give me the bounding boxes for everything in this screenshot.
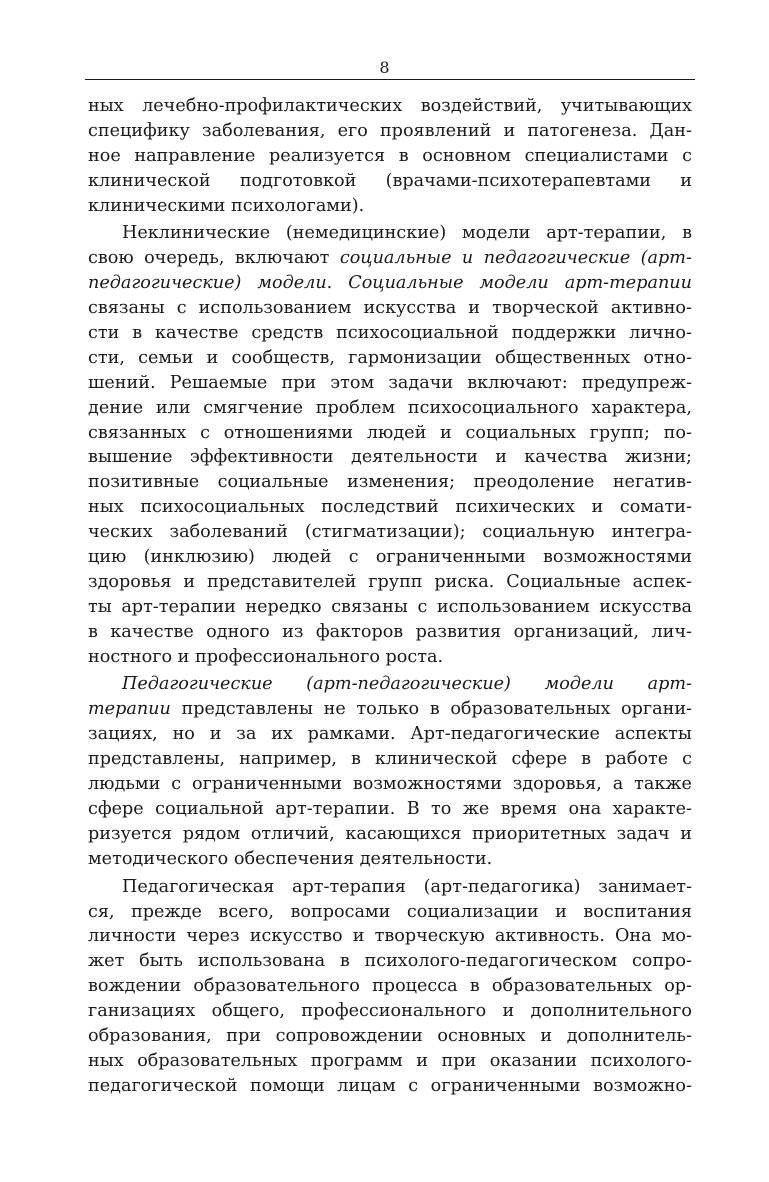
word: использована — [197, 951, 326, 972]
word: клинической — [88, 170, 211, 191]
word: специалистами — [524, 145, 669, 166]
word: через — [186, 926, 240, 947]
word: образовательного — [193, 976, 360, 997]
word: одного — [206, 621, 270, 642]
text-line — [88, 421, 692, 446]
text-line — [88, 595, 692, 620]
word: включают — [234, 248, 330, 269]
word: с — [171, 774, 182, 795]
word: сопро- — [631, 951, 692, 972]
text-line — [88, 520, 692, 545]
word: возможностями — [542, 547, 692, 568]
word: с — [200, 422, 210, 443]
word: лич- — [651, 621, 692, 642]
word: проблем — [315, 397, 396, 418]
word: а — [612, 774, 624, 795]
word: лечебно-профилактических — [142, 96, 403, 116]
text-line — [88, 974, 692, 999]
word: средств — [251, 323, 324, 344]
word: и — [177, 646, 190, 667]
word: органи- — [621, 699, 692, 720]
word: Арт-педагогические — [410, 724, 600, 745]
word: в — [350, 749, 361, 770]
word: включают: — [467, 372, 568, 393]
word: образовательных — [491, 976, 652, 997]
text-line — [88, 545, 692, 570]
word: его — [337, 120, 368, 141]
text-line — [88, 999, 692, 1024]
word: изменения; — [346, 472, 456, 493]
word: психосоциальных — [140, 497, 305, 518]
word: и — [555, 901, 567, 922]
text-line — [88, 747, 692, 772]
word: цию — [88, 547, 127, 568]
word: поддержки — [511, 323, 617, 344]
word: активно- — [610, 298, 692, 319]
word: и — [468, 298, 481, 319]
word: основном — [422, 145, 511, 166]
word: связаны — [331, 596, 408, 617]
text-line — [88, 94, 692, 119]
word: рядом — [182, 823, 241, 844]
word: ор- — [664, 976, 692, 997]
word: с — [682, 145, 692, 166]
word: психолого- — [590, 1050, 692, 1071]
word: Социальные — [506, 571, 621, 592]
word: при — [281, 372, 317, 393]
text-line — [88, 949, 692, 974]
word: с — [417, 596, 428, 617]
word: заболевания, — [202, 120, 326, 141]
text-line — [88, 1049, 692, 1074]
word: их — [271, 724, 293, 745]
word: образовательных — [450, 699, 611, 720]
word: возможностями — [352, 774, 502, 795]
word: нередко — [245, 596, 322, 617]
word: ганизациях — [88, 1001, 196, 1022]
word: жет — [88, 951, 125, 972]
word: педагогической — [88, 1075, 238, 1096]
text-line — [88, 346, 692, 371]
word: сфере — [88, 798, 144, 819]
word: не — [323, 699, 346, 720]
word: творческой — [492, 298, 599, 319]
word: патогенеза. — [527, 120, 638, 141]
word: арт-терапия — [292, 876, 406, 897]
word: она — [568, 798, 602, 819]
word: (инклюзию) — [143, 547, 255, 568]
text-line — [88, 221, 692, 246]
word: педагогические — [483, 248, 631, 269]
word: при — [226, 1025, 262, 1046]
word: но — [172, 724, 195, 745]
text-line — [88, 620, 692, 645]
text-line — [88, 169, 692, 194]
word: искусство — [249, 926, 343, 947]
word: социальные — [217, 472, 329, 493]
word: клинической — [374, 749, 498, 770]
word: воздействий, — [420, 96, 543, 116]
word: Неклинические — [122, 223, 271, 244]
word: с — [176, 298, 187, 319]
word: (врачами-психотерапевтами — [385, 170, 651, 191]
word: организаций, — [513, 621, 640, 642]
text-line — [88, 1074, 692, 1099]
text-line — [88, 697, 692, 722]
text-line — [88, 246, 692, 271]
word: общего, — [211, 1001, 285, 1022]
word: использованием — [198, 298, 352, 319]
word: представлены, — [88, 749, 226, 770]
word: людей — [272, 547, 332, 568]
word: отно- — [643, 347, 692, 368]
word: сти, — [88, 347, 125, 368]
word: и — [502, 1001, 515, 1022]
word: сфере — [511, 749, 568, 770]
word: прежде — [131, 901, 202, 922]
word: социализации — [406, 901, 539, 922]
word: ты — [88, 596, 112, 617]
word: вождении — [88, 976, 182, 997]
word: и — [440, 422, 452, 443]
word: качестве — [155, 323, 239, 344]
text-line — [88, 822, 692, 847]
word: арт-терапии — [121, 596, 236, 617]
word: проявлений — [379, 120, 492, 141]
word: модели — [461, 223, 531, 244]
word: образовательных — [137, 1050, 298, 1071]
word: и — [183, 571, 196, 592]
word: в — [339, 951, 350, 972]
word: творческую — [374, 926, 485, 947]
text-line — [88, 194, 692, 219]
word: и — [591, 497, 604, 518]
word: Педагогические — [122, 674, 273, 695]
word: программ — [310, 1050, 403, 1071]
word: дополнитель- — [566, 1025, 692, 1046]
word: и — [503, 120, 516, 141]
word: и — [416, 1050, 428, 1071]
text-line — [88, 371, 692, 396]
word: представителей — [206, 571, 357, 592]
word: групп — [368, 571, 423, 592]
word: характе- — [612, 798, 692, 819]
word: В — [406, 798, 420, 819]
word: людей — [366, 422, 427, 443]
word: арт-терапии. — [275, 798, 396, 819]
word: ческих — [88, 522, 153, 543]
word: ностного — [88, 646, 173, 667]
word: этом — [330, 372, 375, 393]
word: сти — [88, 323, 120, 344]
word: лично- — [629, 323, 692, 344]
word: Решаемые — [169, 372, 268, 393]
text-line — [88, 144, 692, 169]
word: оказании — [489, 1050, 578, 1071]
word: Она — [614, 926, 652, 947]
word: в — [398, 145, 409, 166]
word: зациях, — [88, 724, 158, 745]
text-line — [88, 570, 692, 595]
word: специфику — [88, 120, 190, 141]
word: отношениями — [223, 422, 354, 443]
word: свою — [88, 248, 134, 269]
word: аспекты — [614, 724, 692, 745]
word: психосоциального — [407, 397, 579, 418]
word: социальной — [155, 798, 264, 819]
word: ных — [88, 497, 124, 518]
word: Социальные — [348, 273, 464, 294]
word: и — [680, 170, 692, 191]
word: активность. — [494, 926, 605, 947]
word: и — [680, 823, 692, 844]
word: дополнительного — [530, 1001, 692, 1022]
word: психологами). — [231, 195, 365, 216]
page-number: 8 — [379, 58, 390, 77]
word: вопросами — [290, 901, 391, 922]
word: методического — [88, 848, 229, 869]
word: психосоциальной — [336, 323, 499, 344]
word: ризуется — [88, 823, 173, 844]
word: то — [431, 798, 452, 819]
word: занимает- — [598, 876, 692, 897]
word: воспитания — [583, 901, 692, 922]
word: риска. — [434, 571, 495, 592]
word: учитывающих — [560, 96, 692, 116]
word: направление — [134, 145, 256, 166]
word: только — [356, 699, 420, 720]
word: негатив- — [612, 472, 692, 493]
word: ограниченными — [192, 774, 342, 795]
word: обеспечения — [233, 848, 355, 869]
word: Дан- — [649, 120, 692, 141]
word: позитивные — [88, 472, 200, 493]
word: по- — [663, 422, 692, 443]
word: психических — [455, 497, 575, 518]
word: при — [441, 1050, 477, 1071]
word: и — [209, 724, 222, 745]
word: лицам — [337, 1075, 396, 1096]
text-line — [88, 470, 692, 495]
word: ное — [88, 145, 121, 166]
word: гармонизации — [348, 347, 482, 368]
word: социальную — [482, 522, 595, 543]
word: время — [500, 798, 558, 819]
text-line — [88, 271, 692, 296]
word: ных — [88, 96, 124, 116]
word: искусства — [363, 298, 457, 319]
word: например, — [239, 749, 337, 770]
word: аспек- — [632, 571, 692, 592]
word: ных — [88, 1050, 124, 1071]
word: педагогические) — [88, 273, 242, 294]
word: в — [469, 976, 480, 997]
text-line — [88, 797, 692, 822]
word: ся, — [88, 901, 115, 922]
word: жизни; — [625, 447, 692, 468]
text-line — [88, 495, 692, 520]
word: деятельности — [350, 447, 478, 468]
word: семьи — [138, 347, 194, 368]
word: связаны — [88, 298, 165, 319]
word: рамками. — [307, 724, 396, 745]
word: деятельности. — [359, 848, 493, 869]
word: (арт-педагогические) — [306, 674, 511, 695]
word: мо- — [661, 926, 692, 947]
text-line — [88, 772, 692, 797]
header-rule — [85, 79, 695, 80]
text-line — [88, 645, 692, 670]
text-line — [88, 321, 692, 346]
word: (стигматизации); — [304, 522, 466, 543]
word: личности — [88, 926, 177, 947]
word: искусства — [599, 596, 692, 617]
word: касающихся — [345, 823, 462, 844]
word: из — [282, 621, 304, 642]
word: с — [408, 1075, 419, 1096]
word: или — [155, 397, 191, 418]
word: с — [348, 547, 359, 568]
word: процесса — [372, 976, 458, 997]
word: интегра- — [611, 522, 692, 543]
body-text — [88, 94, 692, 1099]
word: преодоление — [473, 472, 595, 493]
word: приоритетных — [472, 823, 606, 844]
text-line — [88, 672, 692, 697]
word: последствий — [321, 497, 439, 518]
word: социальные — [339, 248, 452, 269]
word: (арт- — [640, 248, 692, 269]
word: в — [132, 323, 143, 344]
word: эффективности — [189, 447, 334, 468]
word: модели — [544, 674, 614, 695]
word: вышение — [88, 447, 173, 468]
word: работе — [605, 749, 669, 770]
word: людьми — [88, 774, 161, 795]
word: всего, — [218, 901, 274, 922]
word: профессионального — [195, 646, 380, 667]
word: шений. — [88, 372, 156, 393]
word: и — [352, 926, 365, 947]
word: арт- — [647, 674, 692, 695]
word: Педагогическая — [122, 876, 275, 897]
text-line — [88, 847, 692, 872]
word: подготовкой — [239, 170, 357, 191]
word: очередь, — [144, 248, 225, 269]
word: дение — [88, 397, 144, 418]
word: возможно- — [593, 1075, 692, 1096]
word: и — [495, 447, 507, 468]
word: в — [682, 223, 692, 244]
word: клиническими — [88, 195, 226, 216]
word: терапии — [88, 699, 171, 720]
word: общественных — [494, 347, 631, 368]
word: задач — [616, 823, 670, 844]
word: помощи — [250, 1075, 325, 1096]
word: развития — [415, 621, 502, 642]
word: (арт-педагогика) — [423, 876, 581, 897]
word: социальных — [465, 422, 576, 443]
word: и — [540, 1025, 553, 1046]
word: модели — [479, 273, 549, 294]
text-line — [88, 900, 692, 925]
word: арт-терапии — [564, 273, 692, 294]
word: предупреж- — [581, 372, 692, 393]
word: факторов — [315, 621, 404, 642]
text-line — [88, 445, 692, 470]
word: сообществ, — [231, 347, 335, 368]
word: реализуется — [269, 145, 386, 166]
word: в — [429, 699, 440, 720]
word: ограниченными — [430, 1075, 581, 1096]
word: здоровья — [88, 571, 172, 592]
word: же — [462, 798, 490, 819]
text-line — [88, 1024, 692, 1049]
word: здоровья, — [512, 774, 602, 795]
text-line — [88, 296, 692, 321]
word: смягчение — [203, 397, 303, 418]
word: быть — [139, 951, 183, 972]
word: сомати- — [619, 497, 692, 518]
word: также — [634, 774, 692, 795]
word: задачи — [388, 372, 454, 393]
word: заболеваний — [169, 522, 288, 543]
word: психолого-педагогическом — [364, 951, 618, 972]
word: в — [581, 749, 592, 770]
word: образования, — [88, 1025, 212, 1046]
word: ограниченными — [375, 547, 526, 568]
word: групп; — [589, 422, 650, 443]
text-line — [88, 722, 692, 747]
word: арт-терапии, — [546, 223, 667, 244]
word: за — [236, 724, 257, 745]
word: качества — [524, 447, 608, 468]
word: использованием — [436, 596, 590, 617]
word: и — [461, 248, 474, 269]
word: качестве — [110, 621, 194, 642]
word: профессионального — [301, 1001, 487, 1022]
word: основных — [437, 1025, 526, 1046]
word: модели. — [257, 273, 333, 294]
text-line — [88, 119, 692, 144]
word: и — [206, 347, 219, 368]
word: роста. — [385, 646, 444, 667]
text-line — [88, 924, 692, 949]
text-line — [88, 875, 692, 900]
word: связанных — [88, 422, 187, 443]
word: сопровождении — [275, 1025, 423, 1046]
word: представлены — [181, 699, 314, 720]
text-line — [88, 396, 692, 421]
word: в — [88, 621, 98, 642]
word: с — [682, 749, 692, 770]
word: (немедицинские) — [285, 223, 447, 244]
word: отличий, — [250, 823, 335, 844]
word: характера, — [591, 397, 692, 418]
